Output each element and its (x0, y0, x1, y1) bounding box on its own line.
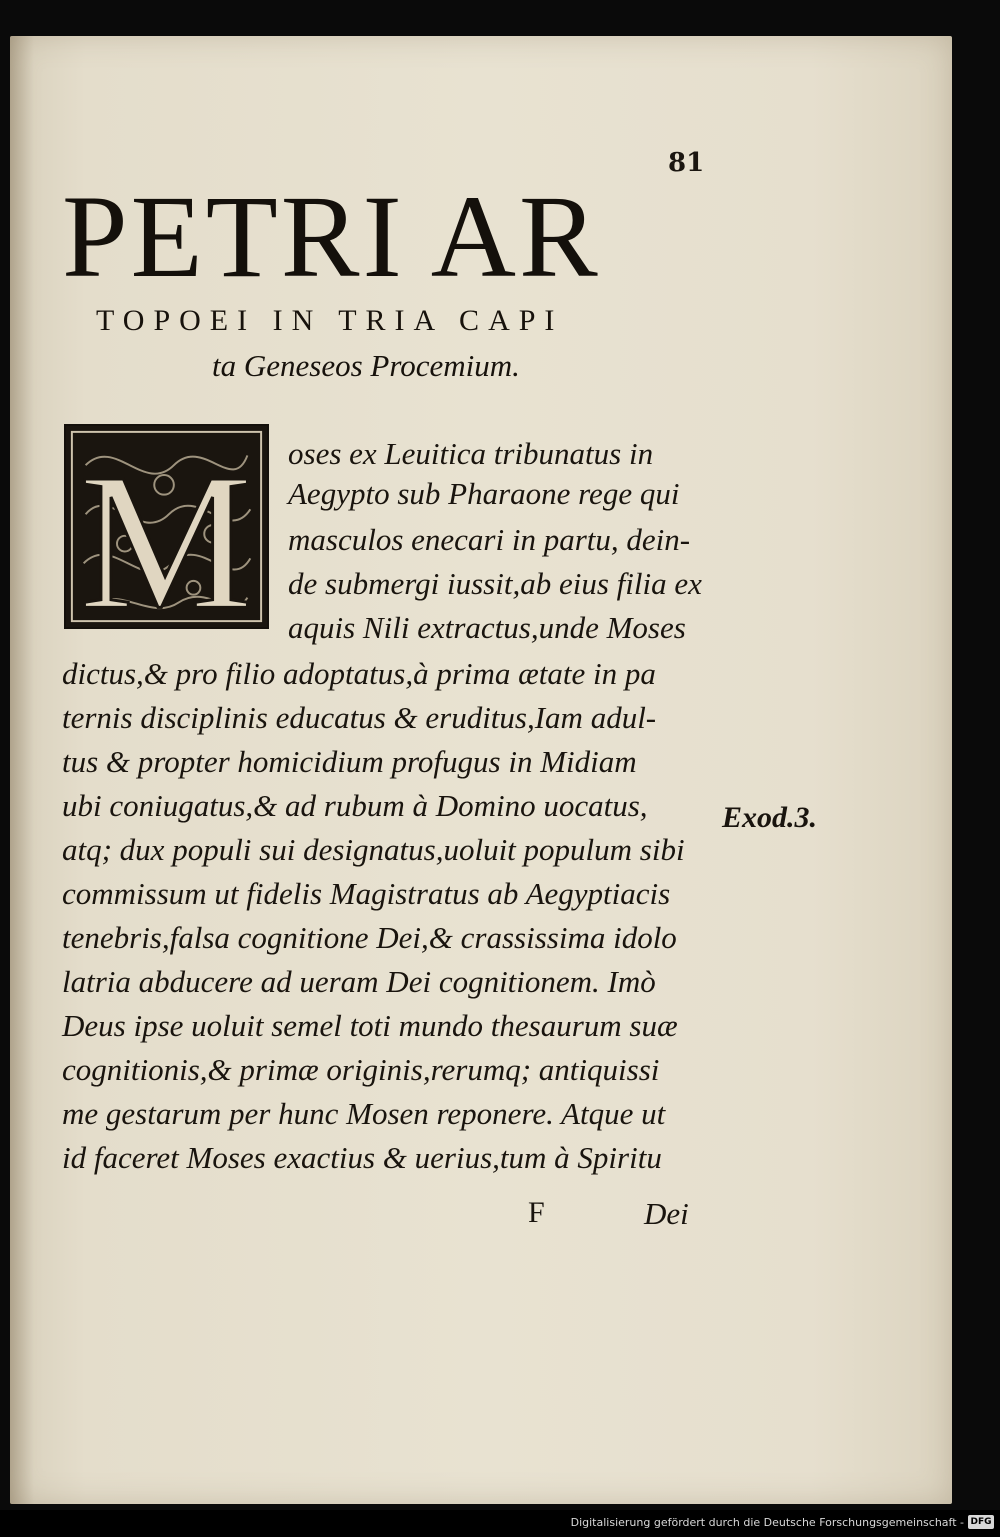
body-line: latria abducere ad ueram Dei cognitionem. Imò (62, 964, 656, 999)
body-line: id faceret Moses exactius & uerius,tum à Spiritu (62, 1140, 662, 1175)
title-line-2: TOPOEI IN TRIA CAPI (96, 304, 564, 337)
marginal-note: Exod.3. (722, 801, 818, 834)
decorated-initial (64, 424, 269, 629)
body-line: me gestarum per hunc Mosen reponere. Atque ut (62, 1096, 666, 1131)
body-line: dictus,& pro filio adoptatus,à prima ætate in pa (62, 656, 656, 691)
body-line: oses ex Leuitica tribunatus in (288, 436, 654, 471)
body-line: tenebris,falsa cognitione Dei,& crassissima idolo (62, 920, 677, 955)
catchword: Dei (644, 1196, 689, 1231)
funding-credit: Digitalisierung gefördert durch die Deutsche Forschungsgemeinschaft - (570, 1516, 964, 1529)
body-line: aquis Nili extractus,unde Moses (288, 610, 686, 645)
body-line: ubi coniugatus,& ad rubum à Domino uocatus, (62, 788, 648, 823)
body-line: ternis disciplinis educatus & eruditus,Iam adul- (62, 700, 657, 735)
signature-mark: F (528, 1196, 545, 1229)
body-line: Deus ipse uoluit semel toti mundo thesaurum suæ (62, 1008, 678, 1043)
body-line: Aegypto sub Pharaone rege qui (288, 476, 680, 511)
body-line: tus & propter homicidium profugus in Midiam (62, 744, 637, 779)
body-line: cognitionis,& primæ originis,rerumq; antiquissi (62, 1052, 660, 1087)
title-line-1: PETRI AR (62, 171, 601, 302)
initial-letter: M (78, 433, 254, 627)
footer-bar (0, 1510, 1000, 1537)
title-line-3: ta Geneseos Procemium. (212, 348, 520, 383)
body-line: de submergi iussit,ab eius filia ex (288, 566, 702, 601)
decorated-initial-graphic (66, 426, 267, 627)
body-line: atq; dux populi sui designatus,uoluit populum sibi (62, 832, 685, 867)
body-line: masculos enecari in partu, dein- (288, 522, 691, 557)
body-line: commissum ut fidelis Magistratus ab Aegyptiacis (62, 876, 671, 911)
dfg-logo-icon: DFG (968, 1515, 994, 1529)
page-number: 81 (668, 148, 705, 178)
